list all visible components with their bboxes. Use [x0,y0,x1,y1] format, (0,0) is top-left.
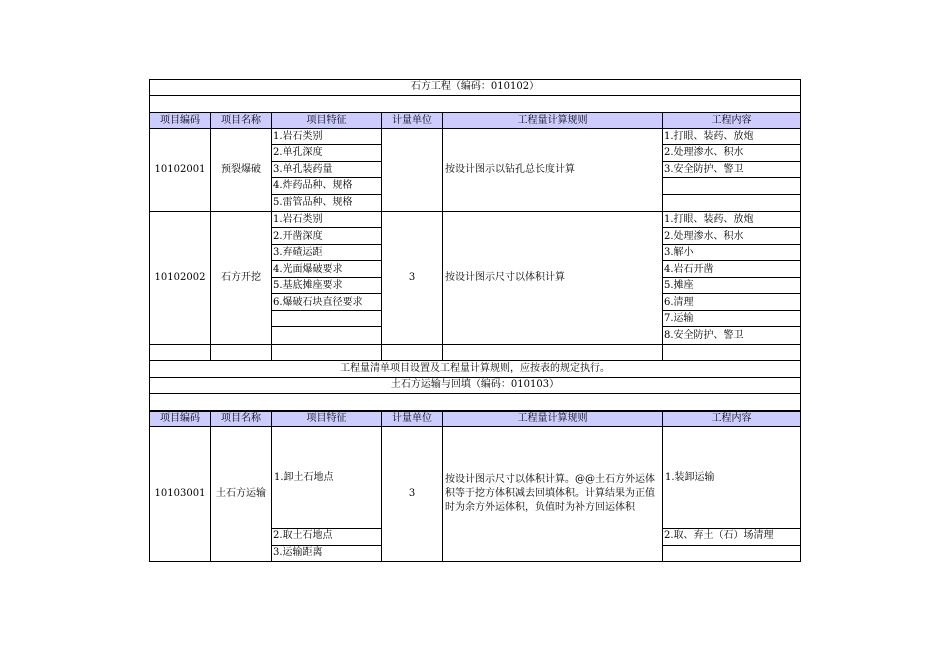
content-item: 7.运输 [663,311,800,327]
feature-item: 2.取土石地点 [271,528,382,546]
item-rule: 按设计图示以钻孔总长度计算 [442,128,663,212]
empty-cell [442,344,663,361]
content-item: 4.岩石开凿 [663,262,800,278]
header-content: 工程内容 [662,411,801,427]
item-features [271,128,382,212]
item-rule: 按设计图示尺寸以体积计算 [442,211,663,345]
content-item [663,195,800,211]
empty-cell [271,344,382,361]
empty-cell [149,344,211,361]
content-item: 8.安全防护、警卫 [664,329,744,341]
item-code: 10102002 [149,211,211,345]
feature-item: 4.炸药品种、规格 [272,178,381,194]
item-contents [662,128,801,212]
item-features [271,211,382,345]
item-name: 石方开挖 [210,211,272,345]
blank-row [149,96,801,113]
item-unit: 3 [381,211,443,345]
item-code: 10102001 [149,128,211,212]
feature-item: 3.弃碴运距 [272,245,381,261]
content-item [663,178,800,194]
feature-item: 1.岩石类别 [272,212,381,228]
content-item: 3.解小 [663,245,800,261]
table-note: 工程量清单项目设置及工程量计算规则，应按表的规定执行。 [149,361,801,378]
content-item: 2.取、弃土（石）场清理 [662,528,801,546]
empty-cell [381,344,443,361]
item-name: 预裂爆破 [210,128,272,212]
feature-item: 1.岩石类别 [272,129,381,145]
feature-item: 5.雷管品种、规格 [273,196,353,208]
header-name: 项目名称 [210,411,272,427]
item-rule: 按设计图示尺寸以体积计算。@@土石方外运体积等于挖方体积减去回填体积。计算结果为正值时为余方外运体积，负值时为补方回运体积 [442,426,663,562]
feature-item: 4.光面爆破要求 [272,262,381,278]
item-unit: 3 [381,426,443,562]
feature-main: 1.卸土石地点 [271,426,382,529]
spreadsheet [149,79,801,562]
feature-item: 2.开凿深度 [272,229,381,245]
blank-row [149,393,801,411]
header-code: 项目编码 [149,411,211,427]
content-item: 1.打眼、装药、放炮 [663,212,800,228]
feature-item: 6.爆破石块直径要求 [272,295,381,311]
header-unit: 计量单位 [381,411,443,427]
feature-item: 3.运输距离 [271,545,382,562]
content-item: 6.清理 [663,295,800,311]
section2-title: 土石方运输与回填（编码：010103） [149,377,801,394]
feature-item [272,311,381,327]
item-unit [381,128,443,212]
header-unit: 计量单位 [381,112,443,129]
header-features: 项目特征 [271,112,382,129]
content-item: 3.安全防护、警卫 [663,162,800,178]
content-main: 1.装卸运输 [662,426,801,529]
empty-cell [210,344,272,361]
header-features: 项目特征 [271,411,382,427]
content-item: 2.处理渗水、积水 [663,145,800,161]
header-name: 项目名称 [210,112,272,129]
empty-cell [662,344,801,361]
header-code: 项目编码 [149,112,211,129]
item-code: 10103001 [149,426,211,562]
feature-item: 3.单孔装药量 [272,162,381,178]
feature-item: 2.单孔深度 [272,145,381,161]
header-rule: 工程量计算规则 [442,411,663,427]
content-blank [662,545,801,562]
section1-title: 石方工程（编码：010102） [149,79,801,96]
header-rule: 工程量计算规则 [442,112,663,129]
feature-item [272,328,381,344]
feature-item: 5.基底摊座要求 [272,278,381,294]
header-content: 工程内容 [662,112,801,129]
content-item: 5.摊座 [663,278,800,294]
content-item: 1.打眼、装药、放炮 [663,129,800,145]
content-item: 2.处理渗水、积水 [663,229,800,245]
item-contents [662,211,801,345]
item-name: 土石方运输 [210,426,272,562]
